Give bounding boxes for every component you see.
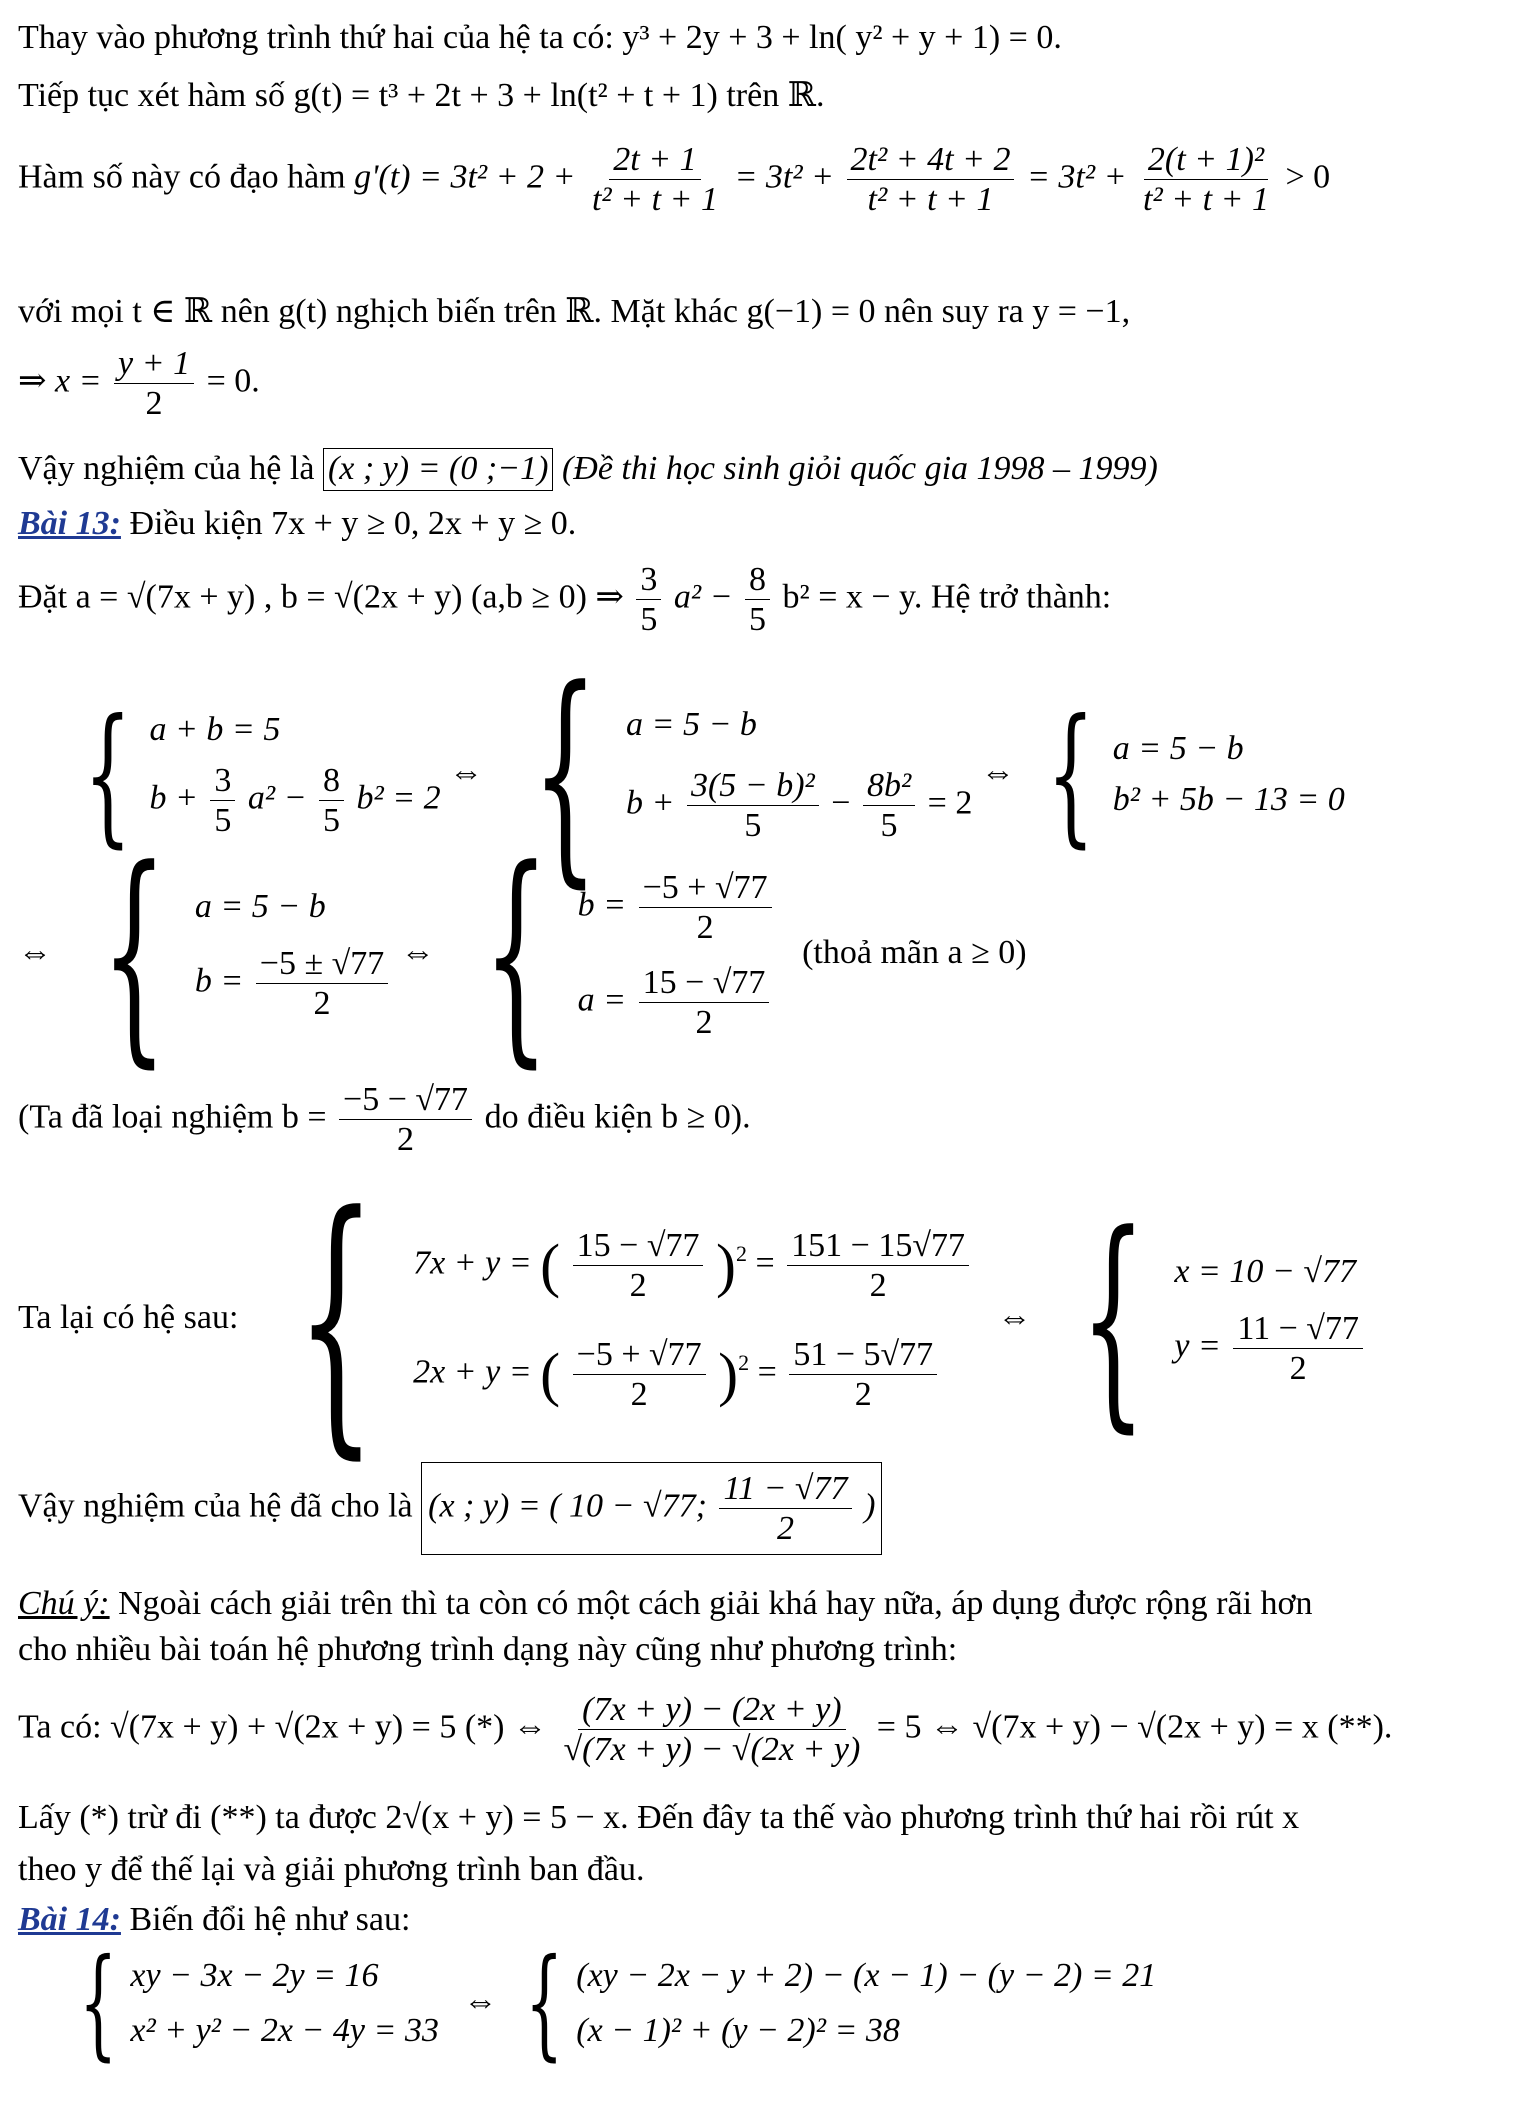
derivative-expr-c: = 3t² + xyxy=(1026,158,1127,196)
equivalence-symbol: ⇔ xyxy=(997,1298,1032,1336)
fraction-numerator: 3(5 − b)² xyxy=(687,766,819,806)
text-line-solution-1 xyxy=(18,448,1158,491)
fraction-numerator: 15 − √77 xyxy=(639,963,770,1003)
row-part: = 2 xyxy=(927,784,973,822)
exercise-13-heading xyxy=(18,504,576,545)
solution-prefix: Vậy nghiệm của hệ là xyxy=(18,450,315,487)
fraction xyxy=(787,1226,969,1305)
fraction xyxy=(573,1226,704,1305)
equation-system xyxy=(247,1157,973,1483)
fraction-denominator: 2 xyxy=(145,385,163,423)
system-row: x = 10 − √77 xyxy=(1174,1253,1356,1290)
note-heading xyxy=(18,1584,1313,1625)
fraction-numerator: 8b² xyxy=(863,766,915,806)
system-row: (x − 1)² + (y − 2)² = 38 xyxy=(576,2012,900,2049)
system-row xyxy=(626,766,972,845)
row-part: b + xyxy=(149,779,198,817)
condition-note: (thoả mãn a ≥ 0) xyxy=(802,933,1027,971)
fraction xyxy=(847,140,1015,219)
fraction xyxy=(636,560,661,639)
equivalence-symbol: ⇔ xyxy=(463,1982,498,2020)
fraction xyxy=(639,963,770,1042)
row-part: b = xyxy=(194,962,244,1000)
system-block-2 xyxy=(18,821,1027,1088)
fraction xyxy=(573,1335,706,1414)
fraction-numerator: −5 − √77 xyxy=(339,1080,472,1120)
text-line-alt-method xyxy=(18,1690,1392,1769)
equation-system xyxy=(443,821,775,1088)
equals-sign: = xyxy=(755,1244,775,1282)
substitution-b: a² − xyxy=(673,578,733,616)
fraction-denominator: 2 xyxy=(696,908,714,946)
equation-system xyxy=(60,1934,439,2073)
substitution-a: Đặt a = √(7x + y) , b = √(2x + y) (a,b ≥ 0) ⇒ xyxy=(18,578,624,616)
equivalence-symbol: ⇔ xyxy=(449,753,484,791)
fraction xyxy=(719,1469,851,1548)
left-brace: { xyxy=(483,821,550,1088)
fraction xyxy=(339,1080,472,1159)
discard-b: do điều kiện b ≥ 0). xyxy=(484,1098,751,1136)
fraction-denominator: 5 xyxy=(744,806,762,844)
text-line-solution-2 xyxy=(18,1462,882,1555)
note-text: Ngoài cách giải trên thì ta còn có một cách giải khá hay nữa, áp dụng được rộng rãi hơn xyxy=(118,1585,1313,1622)
fraction-numerator: −5 + √77 xyxy=(639,868,772,908)
fraction-denominator: t² + t + 1 xyxy=(867,181,994,219)
fraction-denominator: 5 xyxy=(323,801,341,839)
system-row: a + b = 5 xyxy=(149,711,281,748)
system-row: 7x + y = ( $\frac{15 - √77}{2}$ )$^2$ = $\frac{151 - 15√77}{2}$ xyxy=(413,1226,973,1305)
substitution-c: b² = x − y. Hệ trở thành: xyxy=(782,578,1112,616)
exercise-label: Bài 13: xyxy=(18,505,121,542)
fraction xyxy=(745,560,770,639)
left-brace: { xyxy=(1080,1186,1147,1453)
fraction xyxy=(114,344,194,423)
fraction xyxy=(588,140,722,219)
system-row: x² + y² − 2x − 4y = 33 xyxy=(130,2012,439,2049)
fraction-numerator: 8 xyxy=(319,761,344,801)
discard-a: (Ta đã loại nghiệm b = xyxy=(18,1098,327,1136)
fraction-denominator: 5 xyxy=(640,601,658,639)
text-line-derivative xyxy=(18,140,1330,219)
fraction-denominator: 2 xyxy=(1289,1349,1307,1387)
fraction-numerator: 11 − √77 xyxy=(1233,1309,1363,1349)
system-row: 2x + y = ( $\frac{-5 + √77}{2}$ )$^2$ = $\frac{51 - 5√77}{2}$ xyxy=(413,1335,973,1414)
left-brace: { xyxy=(83,688,132,862)
system-row: b² + 5b − 13 = 0 xyxy=(1112,781,1345,818)
fraction-denominator: 2 xyxy=(397,1121,415,1159)
x-expr-a: ⇒ x = xyxy=(18,362,102,400)
equivalence-symbol: ⇔ xyxy=(980,753,1015,791)
text-line-subtract: Lấy (*) trừ đi (**) ta được 2√(x + y) = 5 − x. Đến đây ta thế vào phương trình thứ hai rồi rút x xyxy=(18,1799,1300,1836)
system-intro: Ta lại có hệ sau: xyxy=(18,1298,239,1336)
row-part: a² − xyxy=(247,779,307,817)
fraction xyxy=(1139,140,1273,219)
fraction xyxy=(210,761,235,840)
system-row xyxy=(578,868,776,947)
fraction-denominator: 2 xyxy=(854,1376,872,1414)
left-brace: { xyxy=(1047,688,1095,862)
system-row: a = 5 − b xyxy=(626,706,757,743)
left-brace: { xyxy=(531,641,598,908)
fraction-denominator: 2 xyxy=(695,1004,713,1042)
left-brace: { xyxy=(79,1934,118,2073)
derivative-prefix: Hàm số này có đạo hàm xyxy=(18,158,346,196)
fraction-numerator: 3 xyxy=(636,560,661,600)
left-brace: { xyxy=(524,1934,564,2073)
fraction-denominator: √(7x + y) − √(2x + y) xyxy=(563,1731,861,1769)
note-label: Chú ý: xyxy=(18,1585,110,1622)
alt-a: Ta có: √(7x + y) + √(2x + y) = 5 (*) ⇔ xyxy=(18,1708,547,1746)
text-line-x-value xyxy=(18,344,260,423)
text-line-function-g: Tiếp tục xét hàm số g(t) = t³ + 2t + 3 + ln(t² + t + 1) trên ℝ. xyxy=(18,77,825,114)
row-part: 2x + y = xyxy=(413,1353,532,1391)
fraction-numerator: 11 − √77 xyxy=(719,1469,851,1509)
fraction-denominator: 5 xyxy=(880,806,898,844)
fraction xyxy=(687,766,819,845)
fraction-numerator: (7x + y) − (2x + y) xyxy=(578,1690,845,1730)
system-row: (xy − 2x − y + 2) − (x − 1) − (y − 2) = 21 xyxy=(576,1957,1157,1995)
fraction-numerator: 151 − 15√77 xyxy=(787,1226,969,1266)
fraction-denominator: 2 xyxy=(630,1376,648,1414)
fraction-denominator: 2 xyxy=(777,1510,795,1548)
equals-sign: = xyxy=(757,1353,777,1391)
fraction-denominator: t² + t + 1 xyxy=(591,181,718,219)
box-part: ) xyxy=(864,1487,876,1525)
equation-system xyxy=(1023,688,1345,862)
fraction-denominator: 5 xyxy=(214,801,232,839)
derivative-expr-d: > 0 xyxy=(1285,158,1331,196)
fraction-numerator: 2t² + 4t + 2 xyxy=(847,140,1015,180)
fraction-numerator: 3 xyxy=(210,761,235,801)
exercise-condition: Điều kiện 7x + y ≥ 0, 2x + y ≥ 0. xyxy=(129,505,577,542)
row-part: y = xyxy=(1174,1327,1221,1365)
box-part: (x ; y) = ( 10 − √77; xyxy=(428,1487,707,1525)
system-row xyxy=(1174,1309,1367,1388)
fraction xyxy=(863,766,915,845)
exercise-14-heading xyxy=(18,1900,410,1941)
boxed-solution: (x ; y) = (0 ;−1) xyxy=(323,448,554,491)
derivative-expr-a: g'(t) = 3t² + 2 + xyxy=(354,158,576,196)
exercise-intro: Biến đổi hệ như sau: xyxy=(129,1901,411,1938)
equivalence-symbol: ⇔ xyxy=(400,933,435,971)
fraction-denominator: 2 xyxy=(313,984,331,1022)
row-part: a = xyxy=(577,981,627,1019)
fraction xyxy=(789,1335,937,1414)
fraction-denominator: 5 xyxy=(749,601,767,639)
left-brace: { xyxy=(100,821,167,1088)
fraction-numerator: 2t + 1 xyxy=(609,140,700,180)
fraction xyxy=(1233,1309,1363,1388)
solution-prefix: Vậy nghiệm của hệ đã cho là xyxy=(18,1487,413,1525)
text-line-substitute: Thay vào phương trình thứ hai của hệ ta có: y³ + 2y + 3 + ln( y² + y + 1) = 0. xyxy=(18,19,1062,56)
alt-b: = 5 ⇔ √(7x + y) − √(2x + y) = x (**). xyxy=(876,1708,1393,1746)
square-exponent: 2 xyxy=(735,1240,747,1266)
equation-system xyxy=(1040,1186,1367,1453)
row-part: b = xyxy=(577,886,627,924)
system-block-3 xyxy=(18,1157,1367,1483)
text-line-note-cont: cho nhiều bài toán hệ phương trình dạng này cũng như phương trình: xyxy=(18,1631,958,1668)
row-part: b² = 2 xyxy=(356,779,441,817)
fraction-denominator: t² + t + 1 xyxy=(1143,181,1269,219)
text-line-substitute-back: theo y để thế lại và giải phương trình ban đầu. xyxy=(18,1851,645,1888)
system-row: xy − 3x − 2y = 16 xyxy=(130,1957,379,1995)
fraction-numerator: 51 − 5√77 xyxy=(789,1335,937,1375)
derivative-expr-b: = 3t² + xyxy=(734,158,834,196)
fraction-numerator: 8 xyxy=(745,560,770,600)
x-expr-b: = 0. xyxy=(206,362,260,400)
system-row xyxy=(149,761,440,840)
system-row: a = 5 − b xyxy=(194,888,326,925)
square-exponent: 2 xyxy=(738,1350,750,1376)
row-part: − xyxy=(831,784,851,822)
fraction xyxy=(639,868,772,947)
fraction xyxy=(256,944,389,1023)
system-row: a = 5 − b xyxy=(1112,730,1244,768)
exercise-label: Bài 14: xyxy=(18,1901,121,1938)
fraction-numerator: 2(t + 1)² xyxy=(1144,140,1268,180)
text-line-discard-root xyxy=(18,1080,751,1159)
text-line-substitution xyxy=(18,560,1111,639)
equation-system xyxy=(61,821,393,1088)
fraction-denominator: 2 xyxy=(869,1266,887,1304)
fraction-numerator: 15 − √77 xyxy=(573,1226,704,1266)
fraction-numerator: −5 + √77 xyxy=(573,1335,706,1375)
system-row xyxy=(578,963,776,1042)
row-part: 7x + y = xyxy=(413,1244,532,1282)
fraction xyxy=(559,1690,864,1769)
system-row xyxy=(195,944,392,1023)
source-note: (Đề thi học sinh giỏi quốc gia 1998 – 1999) xyxy=(561,450,1158,487)
fraction-numerator: −5 ± √77 xyxy=(256,944,389,984)
equation-system xyxy=(506,1934,1157,2073)
boxed-solution xyxy=(421,1462,882,1555)
equivalence-symbol: ⇔ xyxy=(18,933,52,971)
text-line-monotonic: với mọi t ∈ ℝ nên g(t) nghịch biến trên ℝ. Mặt khác g(−1) = 0 nên suy ra y = −1, xyxy=(18,293,1131,330)
fraction-denominator: 2 xyxy=(629,1266,647,1304)
fraction-numerator: y + 1 xyxy=(114,344,194,384)
left-brace: { xyxy=(295,1157,377,1483)
system-block-4 xyxy=(60,1934,1157,2073)
row-part: b + xyxy=(626,784,675,822)
fraction xyxy=(319,761,344,840)
